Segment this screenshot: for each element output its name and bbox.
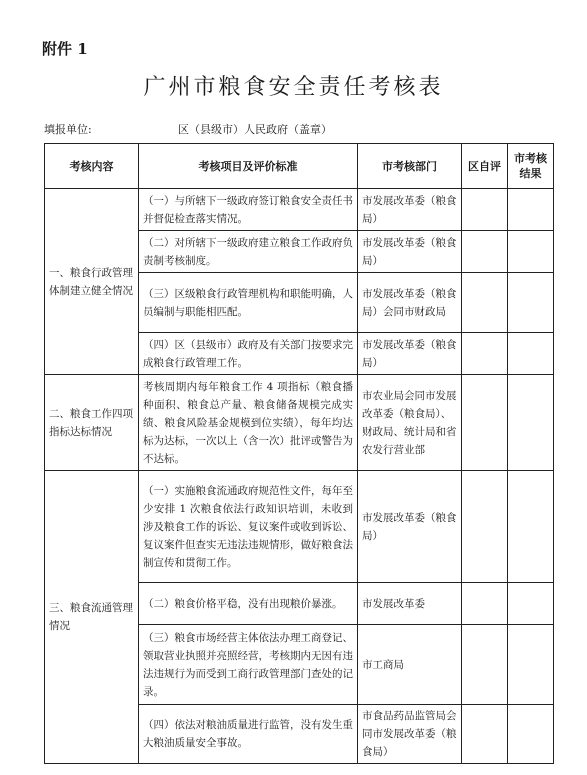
table-row: [45, 375, 554, 471]
result-cell: [508, 273, 554, 333]
result-cell: [508, 625, 554, 705]
attachment-label: 附件 1: [42, 40, 88, 58]
header-criteria: 考核项目及评价标准: [139, 144, 358, 189]
header-content: 考核内容: [45, 144, 139, 189]
header-self-eval: 区自评: [462, 144, 508, 189]
department-cell: 市工商局: [358, 625, 462, 705]
table-row: [45, 189, 554, 231]
self-eval-cell: [462, 189, 508, 231]
self-eval-cell: [462, 583, 508, 625]
table-row: [45, 471, 554, 583]
criteria-cell: （三）区级粮食行政管理机构和职能明确，人员编制与职能相匹配。: [139, 273, 358, 333]
criteria-cell: （四）依法对粮油质量进行监管，没有发生重大粮油质量安全事故。: [139, 705, 358, 764]
header-result: 市考核结果: [508, 144, 554, 189]
criteria-cell: （二）对所辖下一级政府建立粮食工作政府负责制考核制度。: [139, 231, 358, 273]
criteria-cell: （四）区（县级市）政府及有关部门按要求完成粮食行政管理工作。: [139, 333, 358, 375]
document-title: 广州市粮食安全责任考核表: [143, 75, 444, 100]
result-cell: [508, 333, 554, 375]
section-name: 二、粮食工作四项指标达标情况: [45, 375, 139, 471]
self-eval-cell: [462, 273, 508, 333]
self-eval-cell: [462, 625, 508, 705]
criteria-cell: （一）实施粮食流通政府规范性文件，每年至少安排 1 次粮食依法行政知识培训，未收到涉及粮食工作的诉讼、复议案件或收到诉讼、复议案件但查实无违法违规情形，做好粮食法制宣传和贯彻工作。: [139, 471, 358, 583]
department-cell: 市发展改革委（粮食局）: [358, 231, 462, 273]
department-cell: 市食品药品监管局会同市发展改革委（粮食局）: [358, 705, 462, 764]
criteria-cell: （一）与所辖下一级政府签订粮食安全责任书并督促检查落实情况。: [139, 189, 358, 231]
self-eval-cell: [462, 375, 508, 471]
criteria-cell: （二）粮食价格平稳，没有出现粮价暴涨。: [139, 583, 358, 625]
self-eval-cell: [462, 705, 508, 764]
result-cell: [508, 583, 554, 625]
header-row: [45, 144, 554, 189]
filler-unit: 区（县级市）人民政府（盖章）: [178, 123, 332, 136]
department-cell: 市发展改革委（粮食局）: [358, 189, 462, 231]
result-cell: [508, 471, 554, 583]
section-name: 三、粮食流通管理情况: [45, 471, 139, 764]
result-cell: [508, 189, 554, 231]
header-department: 市考核部门: [358, 144, 462, 189]
department-cell: 市发展改革委（粮食局）: [358, 333, 462, 375]
department-cell: 市发展改革委（粮食局）会同市财政局: [358, 273, 462, 333]
result-cell: [508, 231, 554, 273]
result-cell: [508, 705, 554, 764]
self-eval-cell: [462, 231, 508, 273]
criteria-cell: （三）粮食市场经营主体依法办理工商登记、领取营业执照并亮照经营，考核期内无因有违法违规行为而受到工商行政管理部门查处的记录。: [139, 625, 358, 705]
result-cell: [508, 375, 554, 471]
section-name: 一、粮食行政管理体制建立健全情况: [45, 189, 139, 375]
department-cell: 市农业局会同市发展改革委（粮食局）、财政局、统计局和省农发行营业部: [358, 375, 462, 471]
assessment-table: [44, 143, 554, 764]
filler-label: 填报单位:: [44, 123, 92, 136]
self-eval-cell: [462, 471, 508, 583]
department-cell: 市发展改革委（粮食局）: [358, 471, 462, 583]
self-eval-cell: [462, 333, 508, 375]
department-cell: 市发展改革委: [358, 583, 462, 625]
criteria-cell: 考核周期内每年粮食工作 4 项指标（粮食播种面积、粮食总产量、粮食储备规模完成实绩、粮食风险基金规模到位实绩），每年均达标为达标，一次以上（含一次）批评或警告为不达标。: [139, 375, 358, 471]
